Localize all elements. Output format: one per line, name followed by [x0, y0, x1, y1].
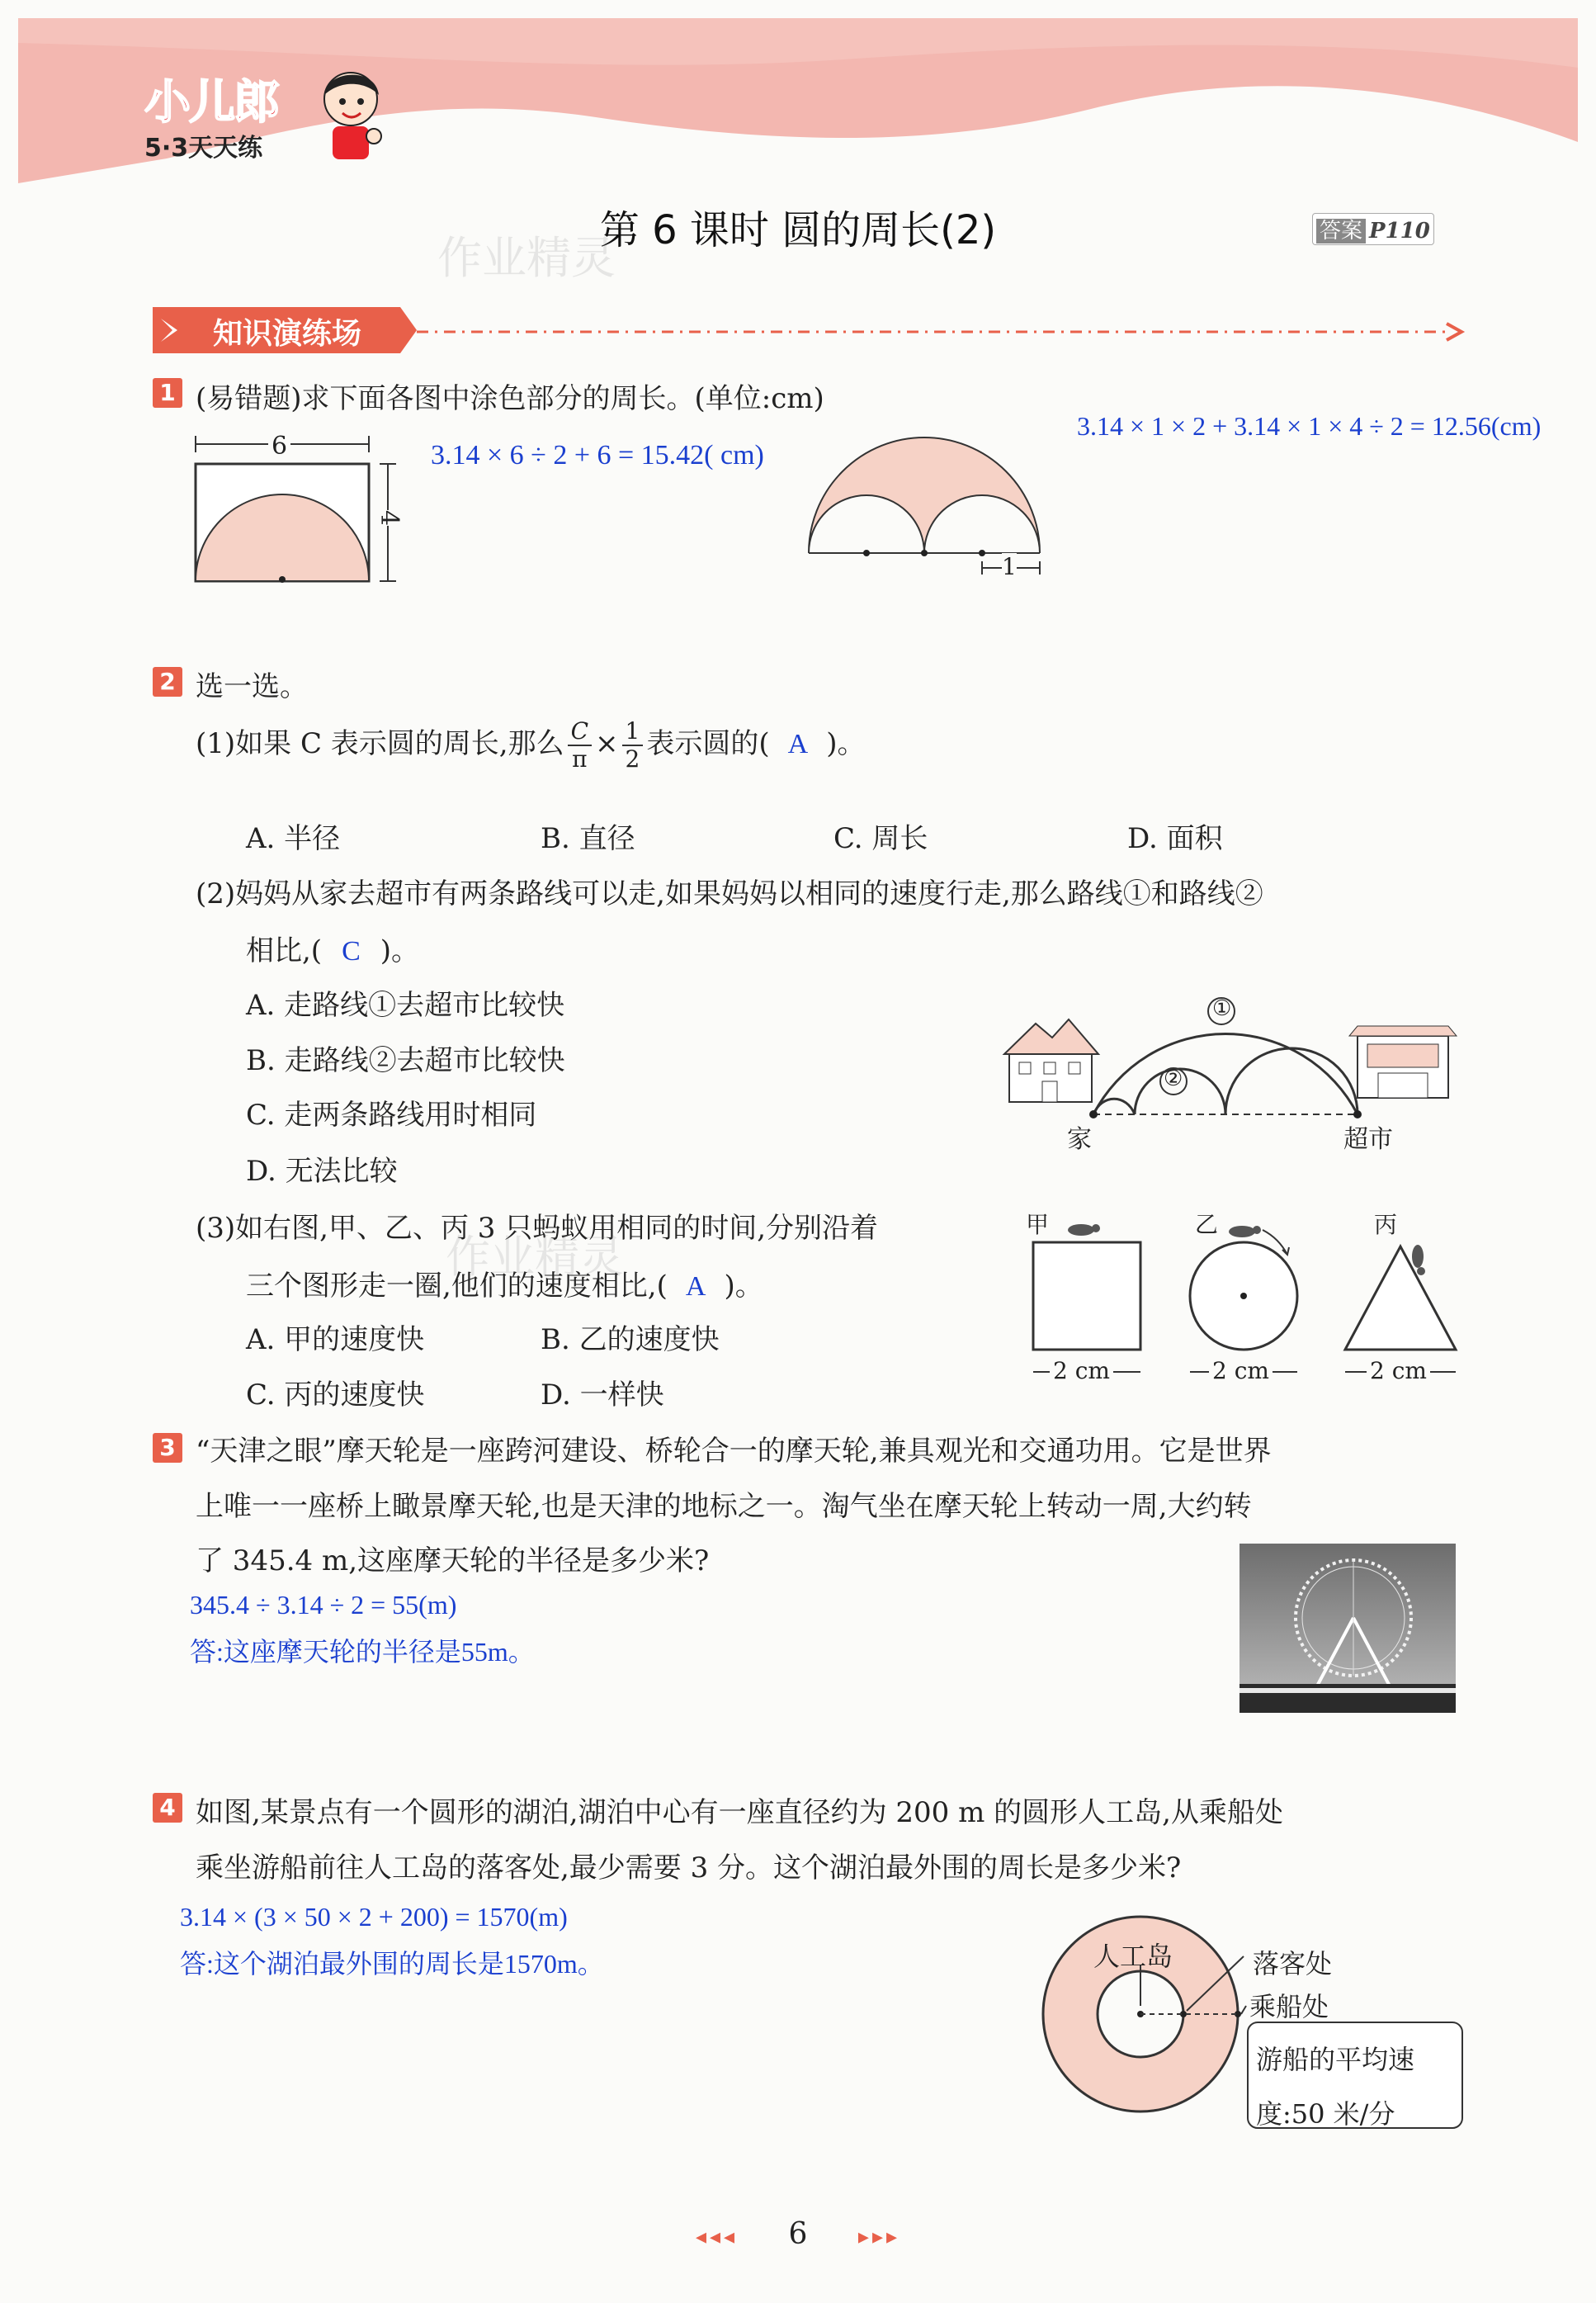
option: C. 周长: [833, 822, 928, 855]
market-label: 超市: [1343, 1125, 1393, 1154]
route-1-label: ①: [1212, 996, 1232, 1021]
q1-answer-2: 3.14 × 1 × 2 + 3.14 × 1 × 4 ÷ 2 = 12.56(cm): [1077, 411, 1542, 441]
dropoff-label: 落客处: [1253, 1948, 1333, 1979]
question-number: 4: [153, 1793, 182, 1823]
q2-sub3-text: 三个图形走一圈,他们的速度相比,(: [246, 1270, 668, 1303]
question-number: 1: [153, 378, 182, 408]
q4-line: 如图,某景点有一个圆形的湖泊,湖泊中心有一座直径约为 200 m 的圆形人工岛,从乘船处: [196, 1796, 1283, 1829]
logo: [144, 66, 278, 163]
option: D. 面积: [1127, 822, 1223, 855]
home-label: 家: [1067, 1125, 1092, 1154]
q2-sub2-line1: (2)妈妈从家去超市有两条路线可以走,如果妈妈以相同的速度行走,那么路线①和路线②: [196, 877, 1263, 910]
option: B. 乙的速度快: [541, 1323, 720, 1356]
option: B. 直径: [541, 822, 635, 855]
q2-sub3-line1: (3)如右图,甲、乙、丙 3 只蚂蚁用相同的时间,分别沿着: [196, 1212, 879, 1245]
prev-arrows: ◂◂◂: [695, 2225, 739, 2249]
ant-icon: [1229, 1226, 1261, 1237]
q2-sub2-text: 相比,(: [246, 934, 323, 967]
route-2-label: ②: [1164, 1066, 1183, 1091]
times-sign: ×: [595, 727, 619, 760]
boarding-label: 乘船处: [1249, 1991, 1329, 2022]
q2-prompt: 选一选。: [196, 670, 308, 703]
q4-answer-1: 3.14 × (3 × 50 × 2 + 200) = 1570(m): [180, 1902, 568, 1932]
question-number: 3: [153, 1433, 182, 1463]
mascot-icon: [318, 62, 384, 169]
house-icon: [1004, 1019, 1098, 1102]
answer-key-label: 答案: [1316, 219, 1366, 244]
q2-sub2-answer: C: [342, 936, 361, 967]
q2-sub3-answer: A: [685, 1271, 706, 1302]
fraction-numerator: 1: [622, 718, 644, 746]
q3-line: 了 345.4 m,这座摩天轮的半径是多少米?: [196, 1544, 710, 1577]
page-number-value: 6: [788, 2217, 808, 2251]
fraction-denominator: π: [572, 745, 588, 773]
option: D. 无法比较: [246, 1155, 398, 1188]
next-arrows: ▸▸▸: [857, 2225, 901, 2249]
option: C. 丙的速度快: [246, 1378, 425, 1412]
q4-line: 乘坐游船前往人工岛的落客处,最少需要 3 分。这个湖泊最外围的周长是多少米?: [196, 1851, 1182, 1884]
fraction: [568, 718, 592, 773]
q1-prompt: (易错题)求下面各图中涂色部分的周长。(单位:cm): [196, 382, 824, 415]
answer-reference: [1312, 213, 1434, 245]
option: C. 走两条路线用时相同: [246, 1099, 537, 1132]
fraction-denominator: 2: [625, 745, 640, 773]
q3-line: “天津之眼”摩天轮是一座跨河建设、桥轮合一的摩天轮,兼具观光和交通功用。它是世界: [196, 1435, 1272, 1468]
q2-sub2-line2: [246, 928, 419, 968]
speed-label-line2: 度:50 米/分: [1256, 2098, 1395, 2130]
fraction-numerator: C: [568, 718, 592, 746]
watermark: 作业精灵: [446, 1231, 624, 1283]
option: A. 甲的速度快: [246, 1323, 425, 1356]
island-label: 人工岛: [1093, 1941, 1173, 1972]
option: B. 走路线②去超市比较快: [246, 1044, 565, 1077]
q3-answer-2: 答:这座摩天轮的半径是55m。: [190, 1637, 535, 1667]
q2-sub1-text: (1)如果 C 表示圆的周长,那么: [196, 727, 564, 760]
q1-answer-1: 3.14 × 6 ÷ 2 + 6 = 15.42( cm): [431, 440, 764, 471]
q4-answer-2: 答:这个湖泊最外围的周长是1570m。: [180, 1949, 604, 1979]
option: A. 走路线①去超市比较快: [246, 989, 565, 1022]
q3-line: 上唯一一座桥上瞰景摩天轮,也是天津的地标之一。淘气坐在摩天轮上转动一周,大约转: [196, 1490, 1252, 1523]
q2-sub1-question: [196, 718, 865, 773]
page-title: 第 6 课时 圆的周长(2): [599, 207, 997, 253]
dim-label: 2 cm: [1209, 1357, 1273, 1384]
logo-sub: 5·3天天练: [144, 134, 263, 163]
q1-radius-label: 1: [1002, 553, 1017, 580]
q2-sub1-answer: A: [787, 729, 809, 759]
option: D. 一样快: [541, 1378, 664, 1412]
q2-sub2-text: )。: [380, 934, 420, 967]
option: A. 半径: [246, 822, 341, 855]
q1-width-label: 6: [268, 432, 290, 461]
section-divider: [417, 324, 1465, 340]
q2-sub1-text: 表示圆的(: [646, 727, 770, 760]
ant-icon: [1068, 1224, 1100, 1236]
ant-label-jia: 甲: [1026, 1211, 1050, 1238]
supermarket-icon: [1349, 1026, 1457, 1098]
ant-label-bing: 丙: [1374, 1211, 1398, 1238]
section-title: 知识演练场: [213, 317, 362, 351]
page-number: [0, 2217, 1596, 2251]
question-number: 2: [153, 667, 182, 697]
ferris-wheel-photo: [1239, 1544, 1456, 1713]
q2-sub3-text: )。: [724, 1270, 763, 1303]
watermark: 作业精灵: [437, 232, 616, 284]
ant-label-yi: 乙: [1195, 1211, 1219, 1238]
q1-height-label: 4: [375, 509, 404, 527]
answer-page: P110: [1369, 219, 1430, 244]
logo-main: 小儿郎: [144, 76, 278, 130]
q2-sub1-text: )。: [826, 727, 866, 760]
dim-label: 2 cm: [1367, 1357, 1430, 1384]
q3-answer-1: 345.4 ÷ 3.14 ÷ 2 = 55(m): [190, 1590, 457, 1620]
fraction: [622, 718, 644, 773]
speed-label-line1: 游船的平均速: [1256, 2044, 1415, 2075]
dim-label: 2 cm: [1050, 1357, 1113, 1384]
